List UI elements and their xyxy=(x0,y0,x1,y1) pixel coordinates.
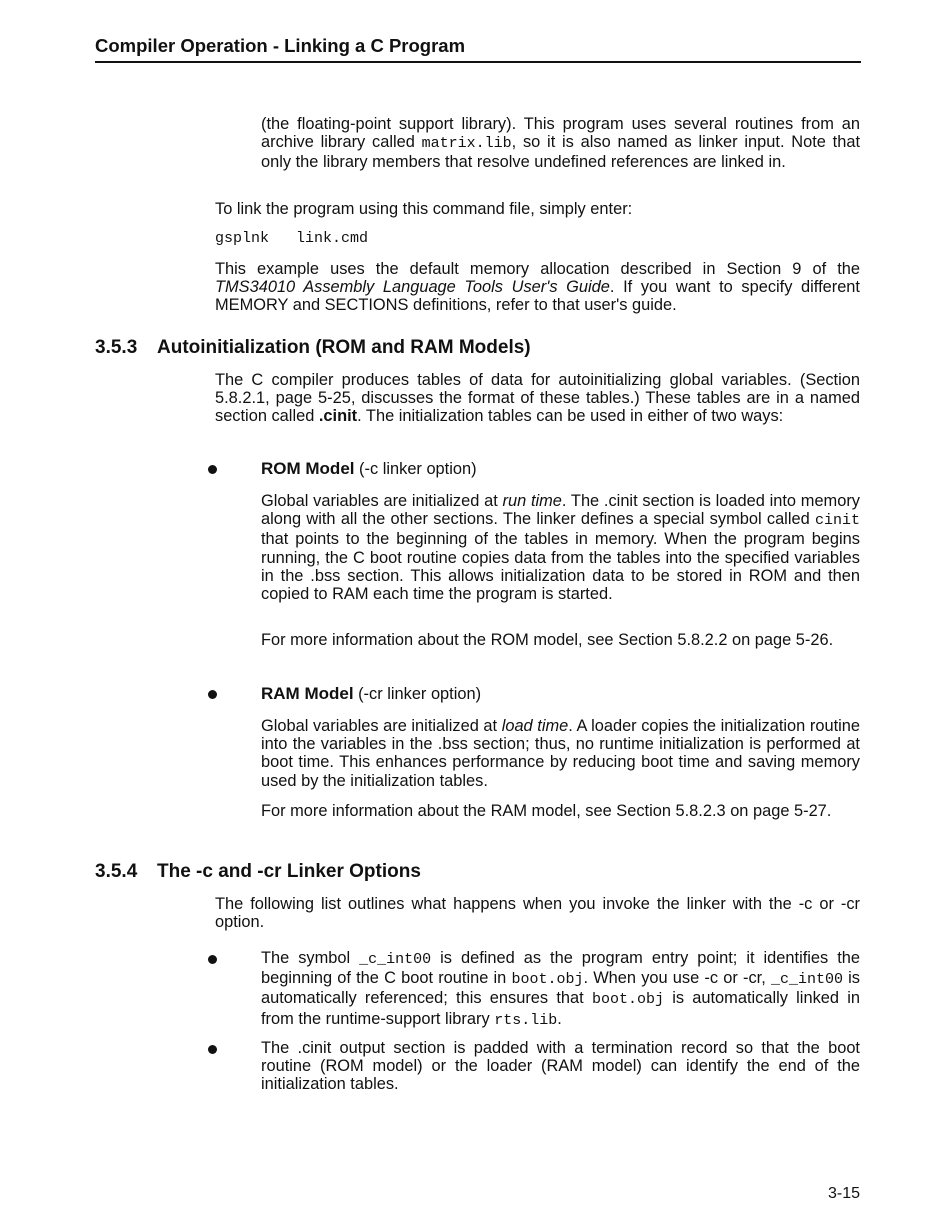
ram-text-2: . A loader copies the initialization routine into the variables in the .bss section; thus, no runtime initialization is performed at boot time. This enhances performance by reducing boot time and saving memory used by the initialization tables. xyxy=(261,717,860,790)
section-number: 3.5.3 xyxy=(95,337,138,358)
cinit-section-name: .cinit xyxy=(318,407,358,426)
autoinit-paragraph xyxy=(215,371,860,426)
entry-text-2: is defined as the program entry point; it identifies the beginning of the C boot routine in xyxy=(261,949,860,988)
rom-text-3: that points to the beginning of the tables in memory. When the program begins running, the C boot routine copies data from the tables into the specified variables in the .bss section. This allows initialization data to be stored in ROM and then copied to RAM each time the program is started. xyxy=(261,530,860,604)
ram-model-title xyxy=(261,684,481,704)
entry-text-1: The symbol xyxy=(261,949,360,967)
command-line: gsplnk link.cmd xyxy=(215,230,369,247)
rom-run-time: run time xyxy=(502,492,562,510)
intro-text-1: (the floating-point support library). This program uses several routines from an archive library called xyxy=(261,115,860,152)
rom-text-1: Global variables are initialized at xyxy=(261,492,503,510)
section-heading-3-5-4 xyxy=(95,861,421,883)
code-c-int00-ref: _c_int00 xyxy=(770,971,843,989)
link-instruction: To link the program using this command file, simply enter: xyxy=(215,200,633,218)
entry-text-4: is automatically referenced; this ensures that xyxy=(261,969,860,1008)
bullet-entry-point xyxy=(208,955,217,964)
bullet-cinit-padding xyxy=(208,1045,217,1054)
entry-text-3: . When you use -c or -cr, xyxy=(583,969,771,988)
ram-load-time: load time xyxy=(501,717,569,735)
section-number: 3.5.4 xyxy=(95,861,138,882)
bullet-rom xyxy=(208,465,217,474)
rom-model-label: ROM Model xyxy=(261,459,355,478)
memory-paragraph xyxy=(215,260,860,315)
guide-title: TMS34010 Assembly Language Tools User's Guide xyxy=(215,278,610,297)
page-number: 3-15 xyxy=(827,1185,860,1202)
rom-model-option: (-c linker option) xyxy=(354,460,477,478)
section-heading-3-5-3 xyxy=(95,337,531,359)
ram-model-label: RAM Model xyxy=(261,684,354,703)
entry-text-6: . xyxy=(557,1009,562,1028)
intro-text-2: , so it is also named as linker input. Note that only the library members that resolve undefined references are linked in. xyxy=(261,133,861,172)
entry-text-5: is automatically linked in from the runtime-support library xyxy=(261,989,860,1028)
memory-text-2: . If you want to specify different MEMORY and SECTIONS definitions, refer to that user's guide. xyxy=(215,278,860,315)
linker-options-intro: The following list outlines what happens when you invoke the linker with the -c or -cr option. xyxy=(215,895,860,932)
autoinit-text-1: The C compiler produces tables of data for autoinitializing global variables. (Section 5.8.2.1, page 5-25, discusses the format of these tables.) These tables are in a named section called xyxy=(215,371,860,426)
cinit-padding-paragraph: The .cinit output section is padded with a termination record so that the boot routine (ROM model) or the loader (RAM model) can identify the end of the initialization tables. xyxy=(261,1039,860,1094)
section-title: Autoinitialization (ROM and RAM Models) xyxy=(157,337,531,358)
ram-text-1: Global variables are initialized at xyxy=(261,717,502,735)
code-rts-lib: rts.lib xyxy=(494,1011,558,1029)
code-cinit: cinit xyxy=(814,512,860,530)
code-boot-obj: boot.obj xyxy=(511,971,584,989)
intro-paragraph xyxy=(261,115,860,172)
rom-model-title xyxy=(261,459,477,479)
rom-paragraph-1 xyxy=(261,492,860,603)
rom-paragraph-2: For more information about the ROM model, see Section 5.8.2.2 on page 5-26. xyxy=(261,631,834,649)
ram-model-option: (-cr linker option) xyxy=(353,685,482,703)
ram-paragraph-1 xyxy=(261,717,860,790)
ram-paragraph-2: For more information about the RAM model, see Section 5.8.2.3 on page 5-27. xyxy=(261,802,832,820)
memory-text-1: This example uses the default memory allocation described in Section 9 of the xyxy=(215,260,860,278)
rom-text-2: . The .cinit section is loaded into memory along with all the other sections. The linker defines a special symbol called xyxy=(261,492,860,529)
code-matrix-lib: matrix.lib xyxy=(421,135,512,153)
code-c-int00: _c_int00 xyxy=(359,951,432,968)
entry-point-paragraph xyxy=(261,949,860,1030)
page-header: Compiler Operation - Linking a C Program xyxy=(95,35,861,63)
section-title: The -c and -cr Linker Options xyxy=(157,861,421,882)
autoinit-text-2: . The initialization tables can be used in either of two ways: xyxy=(357,407,784,426)
bullet-ram xyxy=(208,690,217,699)
code-boot-obj-ref: boot.obj xyxy=(591,991,664,1009)
